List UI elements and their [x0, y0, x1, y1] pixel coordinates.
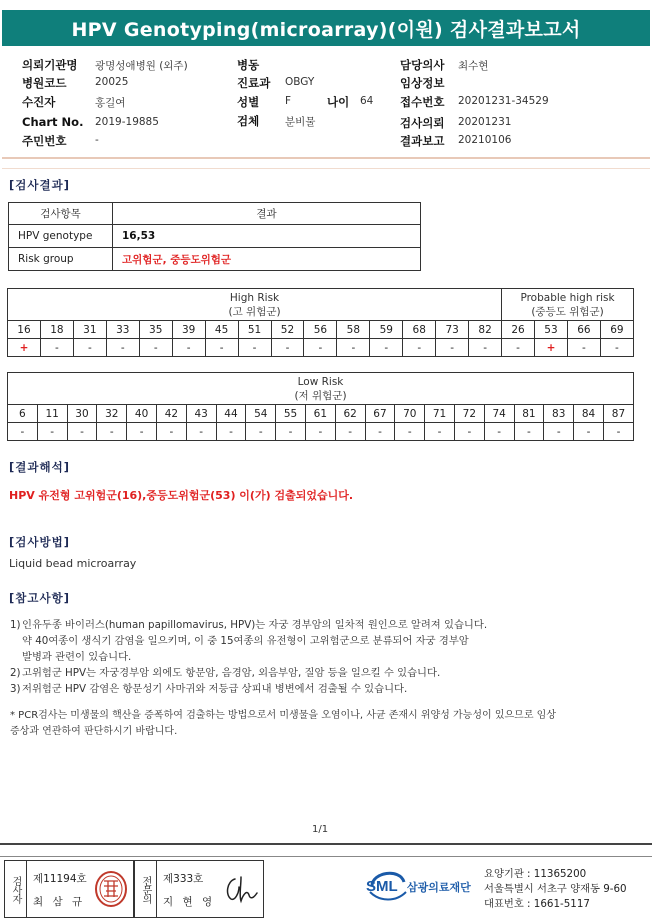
genotype-cell: 59	[370, 321, 403, 339]
genotype-result-cell: -	[454, 423, 484, 441]
genotype-cell: 69	[600, 321, 633, 339]
signature-icon	[221, 873, 261, 905]
report-title: HPV Genotyping(microarray)(이원) 검사결과보고서	[2, 10, 650, 46]
genotype-result-cell: -	[97, 423, 127, 441]
genotype-result-cell: -	[305, 423, 335, 441]
genotype-result-cell: -	[216, 423, 246, 441]
note-number: 2)	[10, 667, 21, 679]
genotype-cell: 35	[139, 321, 172, 339]
genotype-cell: 45	[205, 321, 238, 339]
genotype-result-cell: -	[335, 423, 365, 441]
genotype-result-cell: -	[106, 339, 139, 357]
genotype-result-cell: -	[40, 339, 73, 357]
genotype-result-cell: -	[271, 339, 304, 357]
genotype-cell: 56	[304, 321, 337, 339]
logo-text: SML	[366, 878, 398, 895]
genotype-result-cell: -	[395, 423, 425, 441]
genotype-cell: 82	[469, 321, 502, 339]
genotype-result-cell: -	[127, 423, 157, 441]
genotype-cell: 87	[603, 405, 633, 423]
note-line: 인유두종 바이러스(human papillomavirus, HPV)는 자궁 경부암의 일차적 원인으로 알려져 있습니다.	[22, 619, 488, 631]
genotype-result-cell: -	[186, 423, 216, 441]
genotype-cell: 31	[73, 321, 106, 339]
request-date: 20201231	[458, 116, 512, 128]
genotype-cell: 84	[574, 405, 604, 423]
genotype-result-cell: -	[484, 423, 514, 441]
confirmer-label: 전문의	[135, 861, 157, 917]
note-number: 1)	[10, 619, 21, 631]
genotype-cell: 71	[425, 405, 455, 423]
interpretation-text: HPV 유전형 고위험군(16),중등도위험군(53) 이(가) 검출되었습니다.	[9, 489, 354, 502]
request-label: 검사의뢰	[400, 116, 445, 130]
interpretation-title: [결과해석]	[9, 460, 70, 474]
genotype-cell: 44	[216, 405, 246, 423]
genotype-result-cell: -	[425, 423, 455, 441]
genotype-cell: 74	[484, 405, 514, 423]
doctor-label: 담당의사	[400, 58, 445, 72]
disclaimer-line: * PCR검사는 미생물의 핵산을 증폭하여 검출하는 방법으로서 미생물을 오염이나, 사균 존재시 위양성 가능성이 있으므로 임상	[10, 710, 556, 721]
info-divider	[2, 157, 650, 159]
note-line: 저위험군 HPV 감염은 항문성기 사마귀와 저등급 상피내 병변에서 검출될 수 있습니다.	[22, 683, 408, 695]
table-row	[9, 248, 421, 271]
age-value: 64	[360, 95, 374, 107]
note-line: 발병과 관련이 있습니다.	[22, 651, 132, 663]
specimen-label: 검체	[237, 114, 260, 128]
receipt-no-value: 20201231-34529	[458, 95, 549, 107]
chart-no-value: 2019-19885	[95, 116, 159, 128]
clinical-label: 임상정보	[400, 76, 445, 90]
genotype-result-cell: -	[238, 339, 271, 357]
genotype-result-cell: -	[172, 339, 205, 357]
risk-group-result: 고위험군, 중등도위험군	[113, 248, 421, 271]
genotype-result-cell: -	[574, 423, 604, 441]
note-line: 약 40여종이 생식기 감염을 일으키며, 이 중 15여종의 유전형이 고위험군으로 분류되어 자궁 경부암	[22, 635, 469, 647]
age-label: 나이	[327, 95, 350, 109]
confirmer-license: 제333호	[163, 873, 204, 885]
genotype-result-cell: -	[246, 423, 276, 441]
genotype-result-cell: -	[156, 423, 186, 441]
genotype-cell: 26	[502, 321, 535, 339]
genotype-result-cell: -	[205, 339, 238, 357]
table-row	[9, 225, 421, 248]
sex-label: 성별	[237, 95, 260, 109]
genotype-cell: 52	[271, 321, 304, 339]
patient-info	[0, 54, 652, 154]
info-divider-thin	[2, 168, 650, 169]
genotype-result-cell: -	[8, 423, 38, 441]
org-name: 삼광의료재단	[407, 881, 471, 894]
probable-risk-header	[502, 289, 634, 321]
high-risk-table	[7, 288, 634, 357]
method-title: [검사방법]	[9, 535, 70, 549]
examiner-license: 제11194호	[33, 873, 87, 885]
genotype-result-cell: -	[403, 339, 436, 357]
hospital-code-value: 20025	[95, 76, 129, 88]
genotype-cell: 58	[337, 321, 370, 339]
contact-line: 서울특별시 서초구 양재동 9-60	[484, 883, 627, 895]
resident-no-label: 주민번호	[22, 134, 67, 148]
genotype-cell: 72	[454, 405, 484, 423]
genotype-cell: 68	[403, 321, 436, 339]
genotype-cell: 62	[335, 405, 365, 423]
report-label: 결과보고	[400, 134, 445, 148]
seal-stamp-icon	[94, 869, 128, 909]
probable-risk-subtitle: (중등도 위험군)	[531, 305, 604, 318]
genotype-result-row	[8, 423, 634, 441]
genotype-cell: 42	[156, 405, 186, 423]
contact-line: 요양기관 : 11365200	[484, 868, 587, 880]
genotype-result-cell: -	[600, 339, 633, 357]
footer-divider-thin	[0, 856, 652, 857]
col-item-header: 검사항목	[9, 203, 113, 225]
genotype-cell: 40	[127, 405, 157, 423]
notes-title: [참고사항]	[9, 591, 70, 605]
footer-divider	[0, 843, 652, 845]
note-number: 3)	[10, 683, 21, 695]
notes-list	[10, 617, 610, 697]
hospital-code-label: 병원코드	[22, 76, 67, 90]
contact-info	[484, 867, 627, 912]
genotype-cell: 33	[106, 321, 139, 339]
sex-value: F	[285, 95, 292, 107]
low-risk-subtitle: (저 위험군)	[294, 389, 347, 402]
dept-label: 진료과	[237, 76, 271, 90]
genotype-cell: 66	[567, 321, 600, 339]
contact-line: 대표번호 : 1661-5117	[484, 898, 590, 910]
institution-label: 의뢰기관명	[22, 58, 78, 72]
high-risk-title: High Risk	[229, 291, 280, 304]
genotype-cell: 81	[514, 405, 544, 423]
genotype-cell: 51	[238, 321, 271, 339]
genotype-cell: 39	[172, 321, 205, 339]
row-item: Risk group	[9, 248, 113, 271]
method-text: Liquid bead microarray	[9, 557, 137, 570]
genotype-result-cell: -	[365, 423, 395, 441]
genotype-result-cell: -	[502, 339, 535, 357]
note-item	[10, 617, 610, 665]
genotype-result-cell: -	[603, 423, 633, 441]
genotype-result-row	[8, 339, 634, 357]
confirmer-name: 지 현 영	[163, 896, 216, 908]
report-date: 20210106	[458, 134, 512, 146]
disclaimer-line: 증상과 연관하여 판단하시기 바랍니다.	[10, 726, 178, 737]
examiner-name: 최 삼 규	[33, 896, 86, 908]
genotype-cell: 54	[246, 405, 276, 423]
genotype-cell: 61	[305, 405, 335, 423]
genotype-result-cell: -	[469, 339, 502, 357]
disclaimer	[10, 708, 610, 740]
low-risk-table	[7, 372, 634, 441]
genotype-result-cell: -	[276, 423, 306, 441]
genotype-result: 16,53	[113, 225, 421, 248]
ward-label: 병동	[237, 58, 260, 72]
resident-no-value: -	[95, 134, 99, 146]
col-result-header: 결과	[113, 203, 421, 225]
specimen-value: 분비물	[285, 116, 316, 128]
low-risk-title: Low Risk	[297, 375, 344, 388]
result-section-title: [검사결과]	[9, 178, 70, 192]
genotype-row	[8, 405, 634, 423]
genotype-cell: 43	[186, 405, 216, 423]
genotype-result-cell: -	[567, 339, 600, 357]
genotype-result-cell: -	[37, 423, 67, 441]
genotype-cell: 67	[365, 405, 395, 423]
genotype-result-cell: -	[544, 423, 574, 441]
note-item	[10, 665, 610, 681]
genotype-result-cell: +	[535, 339, 568, 357]
high-risk-header	[8, 289, 502, 321]
genotype-cell: 83	[544, 405, 574, 423]
page-number: 1/1	[312, 824, 329, 835]
note-item	[10, 681, 610, 697]
genotype-cell: 73	[436, 321, 469, 339]
genotype-cell: 16	[8, 321, 41, 339]
genotype-cell: 11	[37, 405, 67, 423]
genotype-cell: 55	[276, 405, 306, 423]
genotype-cell: 32	[97, 405, 127, 423]
note-line: 고위험군 HPV는 자궁경부암 외에도 항문암, 음경암, 외음부암, 질암 등을 일으킬 수 있습니다.	[22, 667, 441, 679]
examiner-label: 검사자	[5, 861, 27, 917]
chart-no-label: Chart No.	[22, 115, 84, 129]
genotype-result-cell: -	[67, 423, 97, 441]
genotype-result-cell: -	[304, 339, 337, 357]
confirmer-box	[134, 860, 264, 918]
patient-label: 수진자	[22, 95, 56, 109]
receipt-no-label: 접수번호	[400, 95, 445, 109]
dept-value: OBGY	[285, 76, 315, 88]
institution-value: 광명성애병원 (외주)	[95, 60, 188, 72]
probable-risk-title: Probable high risk	[520, 291, 615, 304]
genotype-cell: 70	[395, 405, 425, 423]
high-risk-subtitle: (고 위험군)	[228, 305, 281, 318]
genotype-cell: 53	[535, 321, 568, 339]
low-risk-header	[8, 373, 634, 405]
genotype-cell: 6	[8, 405, 38, 423]
genotype-result-cell: +	[8, 339, 41, 357]
doctor-value: 최수현	[458, 60, 489, 72]
genotype-cell: 30	[67, 405, 97, 423]
genotype-cell: 18	[40, 321, 73, 339]
result-table	[8, 202, 421, 271]
patient-value: 홍길여	[95, 97, 126, 109]
genotype-row	[8, 321, 634, 339]
genotype-result-cell: -	[370, 339, 403, 357]
genotype-result-cell: -	[73, 339, 106, 357]
genotype-result-cell: -	[337, 339, 370, 357]
row-item: HPV genotype	[9, 225, 113, 248]
genotype-result-cell: -	[139, 339, 172, 357]
examiner-box	[4, 860, 134, 918]
genotype-result-cell: -	[514, 423, 544, 441]
genotype-result-cell: -	[436, 339, 469, 357]
